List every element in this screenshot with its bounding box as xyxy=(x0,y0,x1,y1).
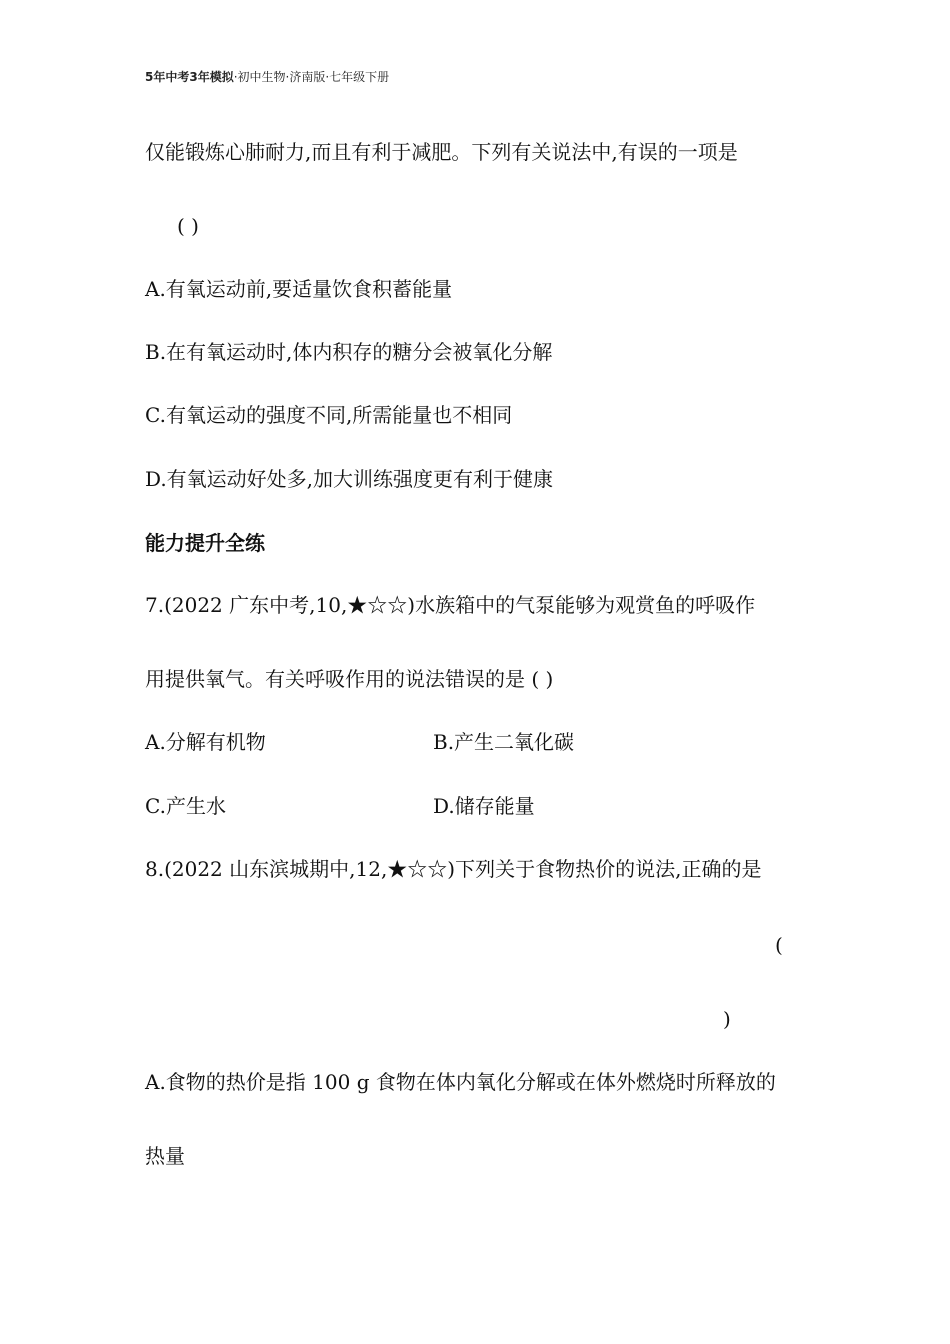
section-title: 能力提升全练 xyxy=(145,531,265,555)
q8-option-a-line1: A.食物的热价是指 100 g 食物在体内氧化分解或在体外燃烧时所释放的 xyxy=(145,1070,776,1094)
q8-option-a-line2: 热量 xyxy=(145,1144,185,1168)
running-header xyxy=(145,68,389,85)
q6-option-a: A.有氧运动前,要适量饮食积蓄能量 xyxy=(145,277,453,301)
q7-option-d: D.储存能量 xyxy=(433,794,535,818)
q7-stem-line1: 7.(2022 广东中考,10,★☆☆)水族箱中的气泵能够为观赏鱼的呼吸作 xyxy=(145,593,756,617)
header-series: 5年中考3年模拟 xyxy=(145,70,234,84)
q7-option-c: C.产生水 xyxy=(145,794,226,818)
q7-option-a: A.分解有机物 xyxy=(145,730,266,754)
q6-option-d: D.有氧运动好处多,加大训练强度更有利于健康 xyxy=(145,467,554,491)
q6-stem-continuation: 仅能锻炼心肺耐力,而且有利于减肥。下列有关说法中,有误的一项是 xyxy=(145,140,738,164)
q6-option-b: B.在有氧运动时,体内积存的糖分会被氧化分解 xyxy=(145,340,553,364)
q7-option-b: B.产生二氧化碳 xyxy=(433,730,575,754)
q6-option-c: C.有氧运动的强度不同,所需能量也不相同 xyxy=(145,403,513,427)
q8-bracket-open: ( xyxy=(775,933,783,957)
q8-bracket-close: ) xyxy=(723,1007,731,1031)
q7-stem-line2: 用提供氧气。有关呼吸作用的说法错误的是 ( ) xyxy=(145,667,554,691)
header-subtitle: ·初中生物·济南版·七年级下册 xyxy=(233,70,390,84)
q8-stem-line1: 8.(2022 山东滨城期中,12,★☆☆)下列关于食物热价的说法,正确的是 xyxy=(145,857,762,881)
q6-answer-bracket: ( ) xyxy=(177,214,199,238)
